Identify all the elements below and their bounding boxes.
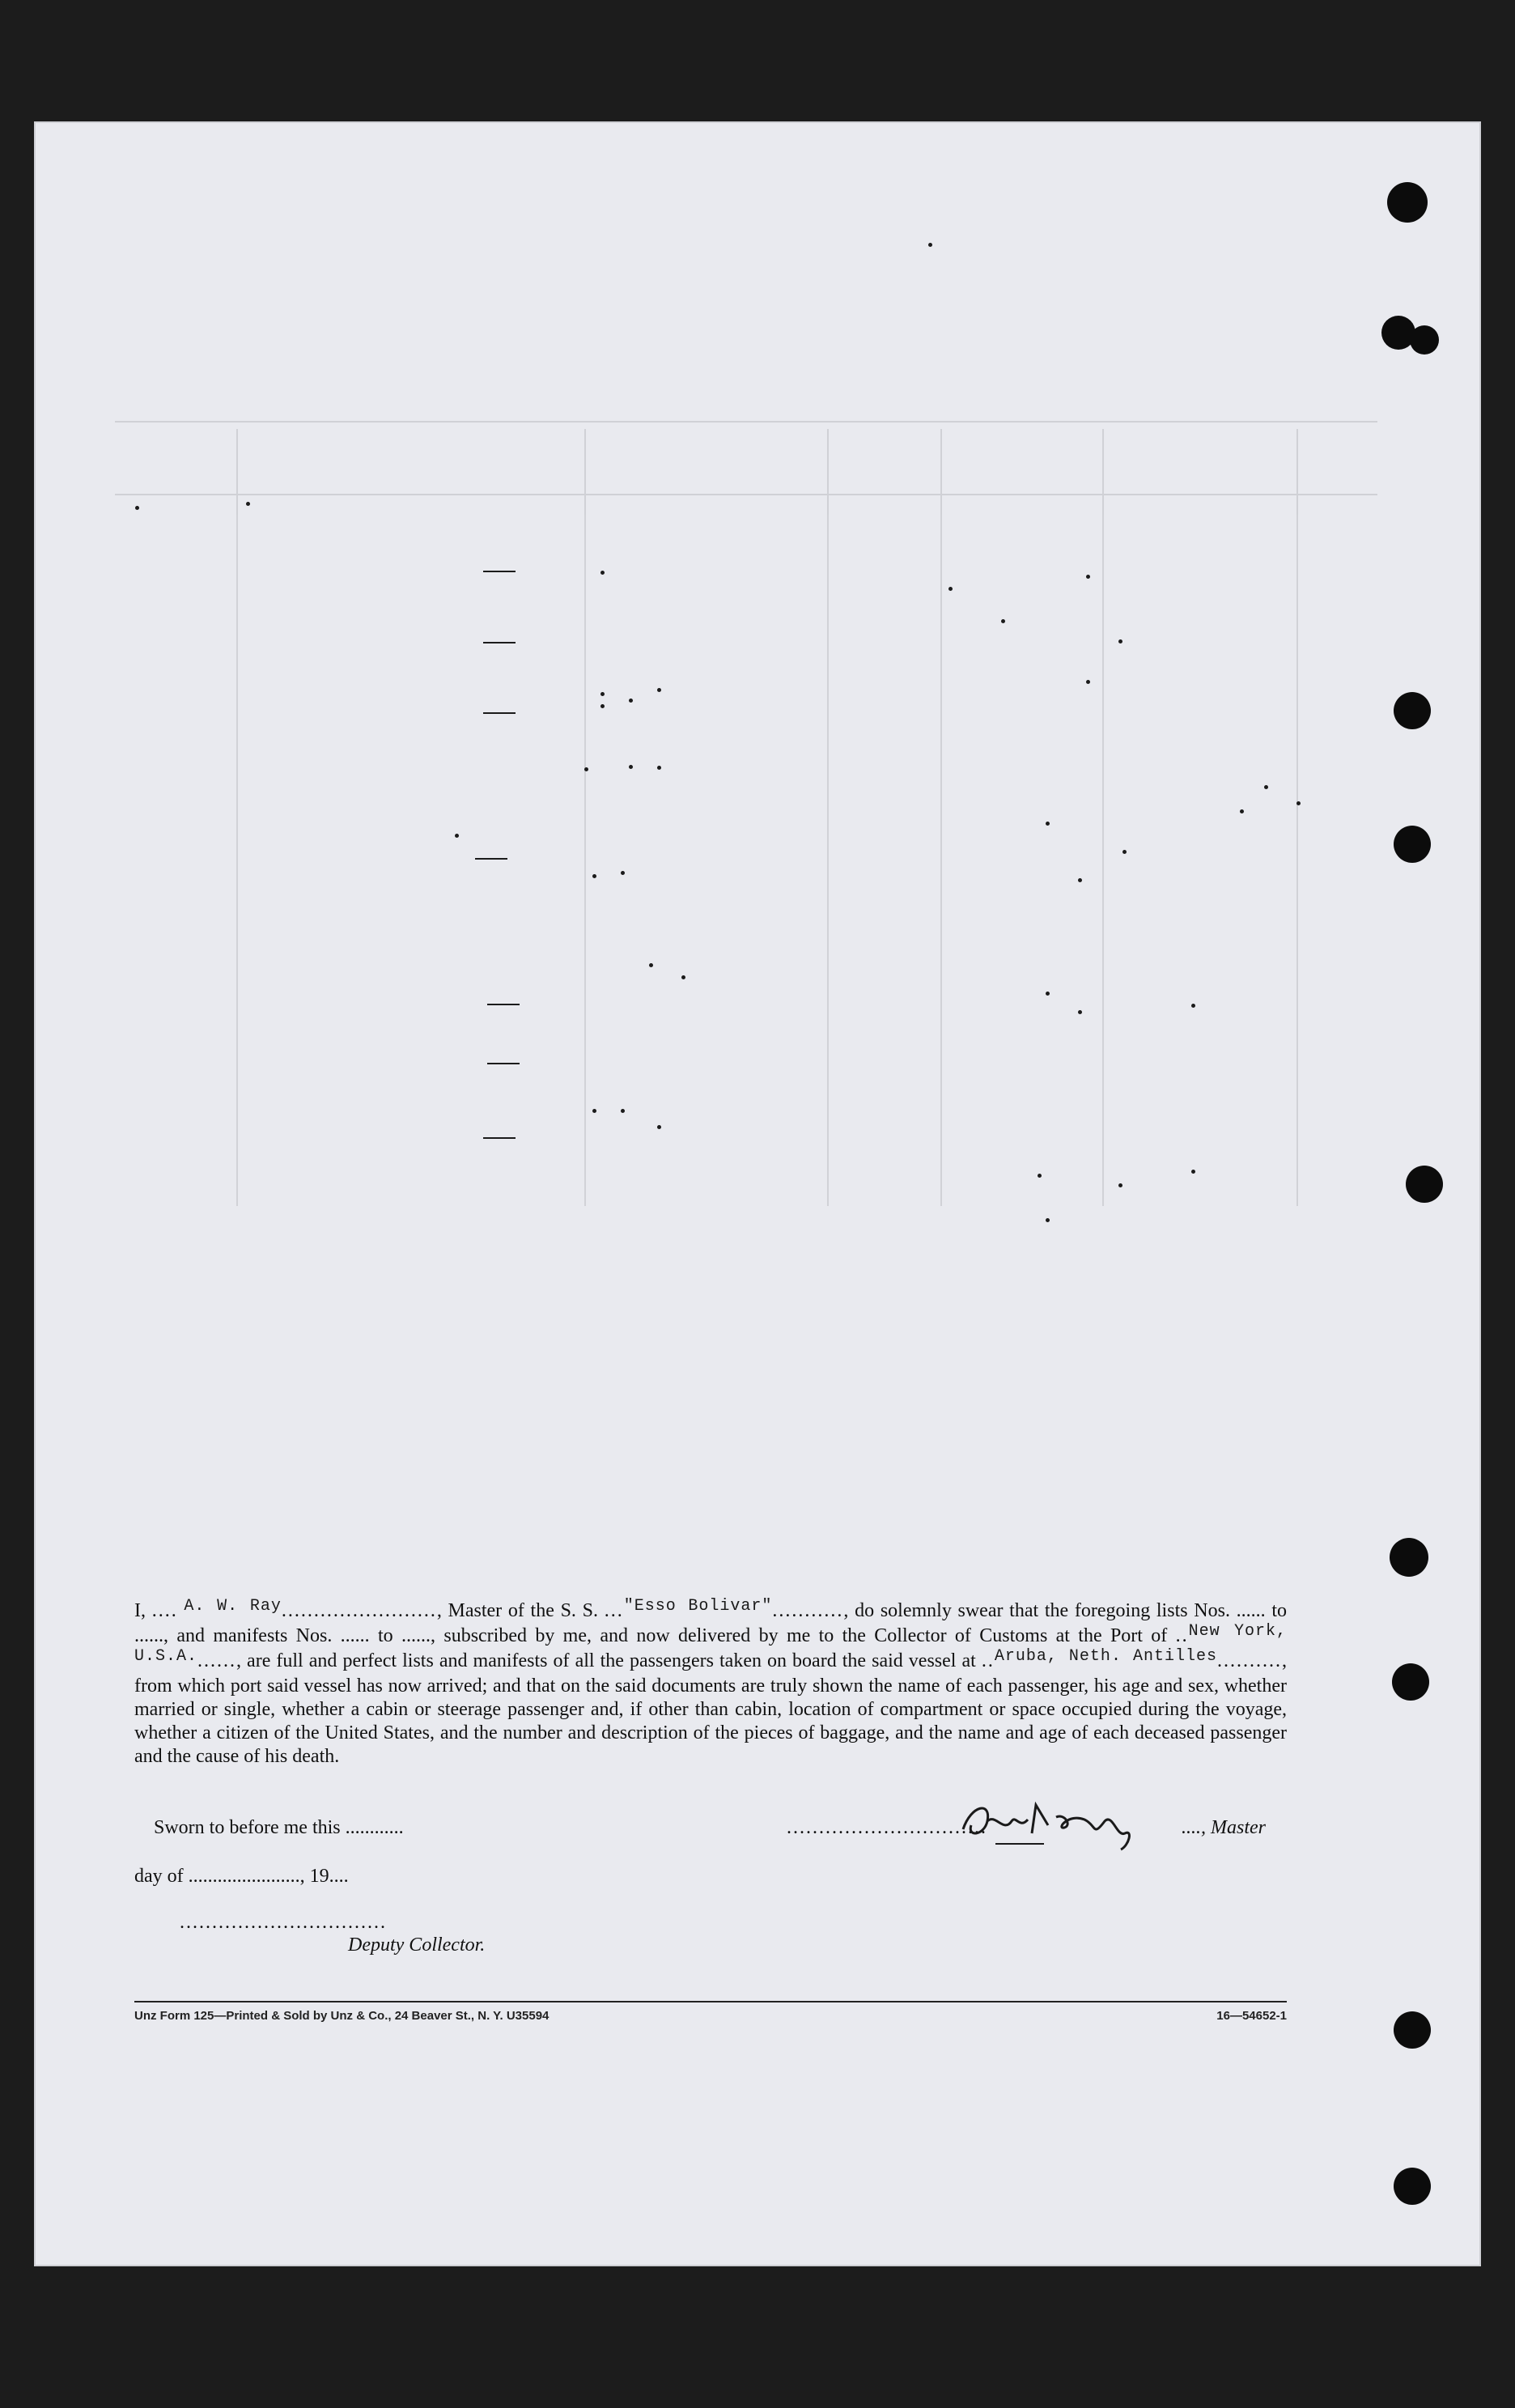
dash-mark: [487, 1004, 520, 1005]
master-name-typed: A. W. Ray: [184, 1597, 282, 1616]
dash-mark: [483, 712, 516, 714]
dash-mark: [483, 571, 516, 572]
dash-mark: [483, 642, 516, 643]
dash-mark: [483, 1137, 516, 1139]
oath-text: , are full and perfect lists and manifests of all the passengers taken on board the said vessel at: [236, 1650, 982, 1671]
oath-text: I,: [134, 1600, 152, 1621]
oath-text: , from which port said vessel has now arrived; and that on the said documents are truly shown the name of each passenger, his age and sex, whether married or single, whether a cabin or steerage passenger and, if other than cabin, location of compartment or space occupied during the voyage, whether a citizen of the United States, and the number and description of the pieces of baggage, and the name and age of each deceased passenger and the cause of his death.: [134, 1650, 1288, 1767]
deputy-collector-label: Deputy Collector.: [348, 1934, 486, 1956]
deputy-signature-line: ................................: [180, 1912, 387, 1933]
masters-oath: I, .... $^{A. W. Ray}$........................, Master of the S. S. ...$^{"Esso Bolivar"}$..........., do solemnly swear that the foregoing lists Nos. ...... to ......, and manifests Nos. ...... to ......, subscribed by me, and now delivered by me to the Collector of Customs at the Port of ..$^{New York, U.S.A.}$......, are full and perfect lists and manifests of all the passengers taken on board the said vessel at ..$^{Aruba, Neth. Antilles}$.........., from which port said vessel has now arrived; and that on the said documents are truly shown the name of each passenger, his age and sex, whether married or single, whether a cabin or steerage passenger and, if other than cabin, location of compartment or space occupied during the voyage, whether a citizen of the United States, and the number and description of the pieces of baggage, and the name and age of each deceased passenger and the cause of his death.: [134, 1597, 1288, 1767]
form-printer-note: Unz Form 125—Printed & Sold by Unz & Co., 24 Beaver St., N. Y. U35594: [134, 2009, 550, 2023]
punch-hole: [1394, 692, 1431, 729]
oath-text: , do solemnly swear that the foregoing lists Nos. ...... to ......, and manifests Nos. ...... to ......, subscribed by me, and now delivered by me to the Collector of Customs at the Port of: [134, 1600, 1288, 1646]
sworn-line: Sworn to before me this ............: [154, 1817, 404, 1838]
punch-hole: [1394, 826, 1431, 863]
punch-hole: [1394, 2011, 1431, 2049]
master-label: ...., Master: [1182, 1817, 1266, 1838]
vessel-name-typed: "Esso Bolivar": [623, 1597, 773, 1616]
manifest-page: [34, 121, 1481, 2266]
punch-hole: [1392, 1663, 1429, 1701]
form-number: 16—54652-1: [1216, 2009, 1287, 2023]
punch-hole: [1390, 1538, 1428, 1577]
punch-hole: [1410, 325, 1439, 355]
bleed-through-background: [115, 186, 1377, 1206]
master-dots: ...............................: [787, 1817, 987, 1838]
oath-text: , Master of the S. S.: [436, 1600, 605, 1621]
arrival-port-typed: New York, U.S.A.: [134, 1622, 1287, 1666]
dash-mark: [475, 858, 507, 860]
punch-hole: [1387, 182, 1428, 223]
footer-rule: [134, 2001, 1287, 2002]
dash-mark: [487, 1063, 520, 1064]
departure-port-typed: Aruba, Neth. Antilles: [994, 1647, 1218, 1666]
master-signature-handwritten: [955, 1789, 1165, 1854]
punch-hole: [1406, 1166, 1443, 1203]
day-of-line: day of ......................., 19....: [134, 1866, 349, 1887]
punch-hole: [1394, 2168, 1431, 2205]
